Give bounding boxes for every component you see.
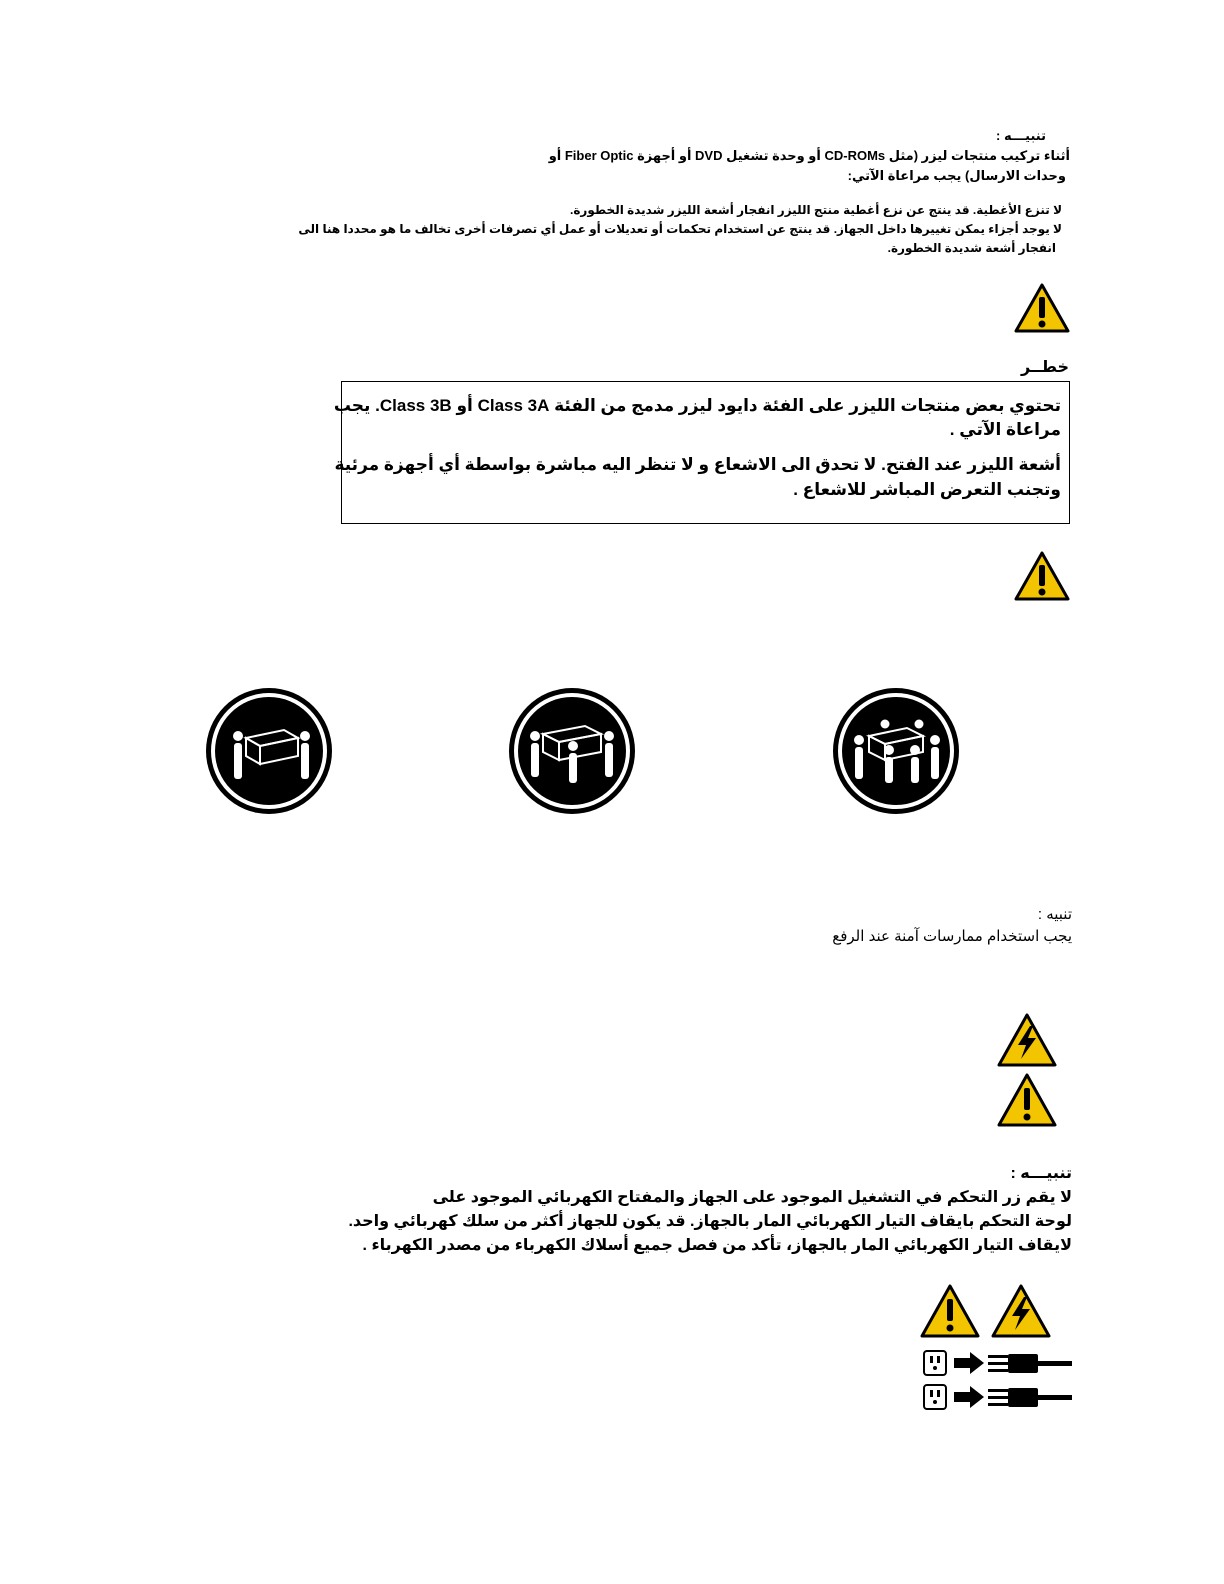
warning-triangle-icon (919, 1283, 981, 1339)
four-person-lift-icon (831, 686, 961, 816)
lifting-caution-text: يجب استخدام ممارسات آمنة عند الرفع (832, 928, 1072, 945)
danger-box-para1-line-2: مراعاة الآتي . (949, 420, 1061, 439)
laser-caution-rule-3: انفجار أشعة شديدة الخطورة. (887, 241, 1056, 255)
lifting-caution-heading: تنبيه : (1037, 906, 1072, 923)
warning-triangle-icon (1013, 282, 1071, 334)
unplug-power-cord-icon (922, 1348, 1074, 1378)
laser-caution-intro-line-1: أثناء تركيب منتجات ليزر (مثل CD-ROMs أو وحدة تشغيل DVD أو أجهزة Fiber Optic أو (548, 148, 1070, 163)
power-caution-line-3: لايقاف التيار الكهربائي المار بالجهاز، تأكد من فصل جميع أسلاك الكهرباء من مصدر الكهرباء . (362, 1237, 1072, 1254)
danger-heading: خطــر (1020, 359, 1069, 376)
laser-caution-heading: تنبيـــه : (996, 128, 1046, 143)
laser-caution-intro-line-2: وحدات الارسال) يجب مراعاة الآتي: (847, 168, 1066, 183)
power-caution-heading: تنبيـــه : (1010, 1165, 1072, 1182)
electrical-hazard-icon (990, 1283, 1052, 1339)
two-person-lift-icon (204, 686, 334, 816)
power-caution-line-1: لا يقم زر التحكم في التشغيل الموجود على الجهاز والمفتاح الكهربائي الموجود على (432, 1189, 1072, 1206)
electrical-hazard-icon (996, 1012, 1058, 1068)
unplug-power-cord-icon (922, 1382, 1074, 1412)
laser-caution-rule-1: لا تنزع الأغطية. قد ينتج عن نزع أغطية منتج الليزر انفجار أشعة الليزر شديدة الخطورة. (570, 203, 1062, 217)
danger-box-para1-line-1: تحتوي بعض منتجات الليزر على الفئة دايود ليزر مدمج من الفئة Class 3A أو Class 3B. يجب (333, 396, 1061, 415)
laser-caution-rule-2: لا يوجد أجزاء يمكن تغييرها داخل الجهاز. قد ينتج عن استخدام تحكمات أو تعديلات أو عمل أي تصرفات أخرى تخالف ما هو محددا هنا الى (298, 222, 1062, 236)
power-caution-line-2: لوحة التحكم بايقاف التيار الكهربائي المار بالجهاز. قد يكون للجهاز أكثر من سلك كهربائي واحد. (348, 1213, 1072, 1230)
danger-box-para2-line-1: أشعة الليزر عند الفتح. لا تحدق الى الاشعاع و لا تنظر اليه مباشرة بواسطة أي أجهزة مرئية (334, 455, 1061, 474)
warning-triangle-icon (996, 1072, 1058, 1128)
danger-box (333, 381, 1070, 524)
danger-box-para2-line-2: وتجنب التعرض المباشر للاشعاع . (793, 480, 1061, 499)
three-person-lift-icon (507, 686, 637, 816)
warning-triangle-icon (1013, 550, 1071, 602)
